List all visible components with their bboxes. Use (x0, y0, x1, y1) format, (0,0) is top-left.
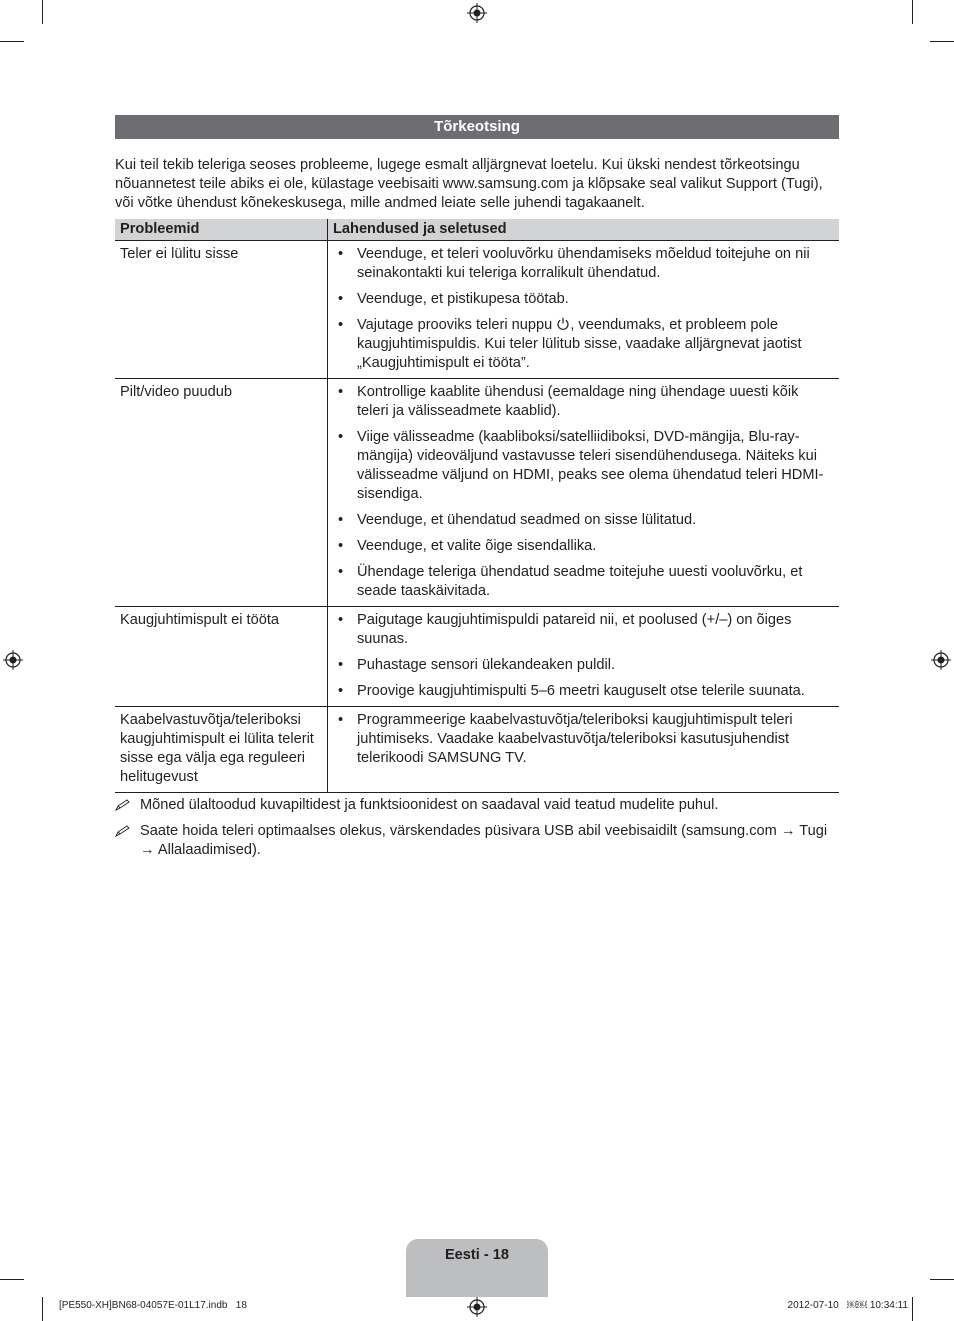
solutions-cell (328, 707, 840, 793)
solutions-cell (328, 607, 840, 707)
page-number-tab (406, 1239, 548, 1297)
list-item: • Veenduge, et valite õige sisendallika. (333, 537, 834, 556)
section-title: Tõrkeotsing (115, 115, 839, 139)
list-item: • Ühendage teleriga ühendatud seadme toitejuhe uuesti vooluvõrku, et seade taaskäivitada. (333, 563, 834, 601)
crop-mark (930, 1279, 954, 1280)
column-header-problems: Probleemid (115, 219, 328, 241)
note-text: Mõned ülaltoodud kuvapiltidest ja funktsioonidest on saadaval vaid teatud mudelite puhul. (140, 797, 719, 813)
list-item: • Viige välisseadme (kaabliboksi/satelliidiboksi, DVD-mängija, Blu-ray-mängija) videoväljund vastavusse teleri sisendühendusega. Näiteks kui välisseadme väljund on HDMI, peaks see olema ühendatud teleri HDMI-sisendiga. (333, 428, 834, 504)
list-item: • Paigutage kaugjuhtimispuldi patareid nii, et poolused (+/–) on õiges suunas. (333, 611, 834, 649)
table-row (115, 379, 839, 607)
column-header-solutions: Lahendused ja seletused (328, 219, 840, 241)
solutions-list (333, 611, 834, 701)
registration-mark-icon (467, 1297, 487, 1317)
list-item: • Veenduge, et pistikupesa töötab. (333, 290, 834, 309)
crop-mark (0, 1279, 24, 1280)
list-item: • Kontrollige kaablite ühendusi (eemaldage ning ühendage uuesti kõik teleri ja välisseadmete kaablid). (333, 383, 834, 421)
pencil-note-icon (115, 825, 131, 837)
solutions-list (333, 711, 834, 768)
list-item: • Veenduge, et ühendatud seadmed on sisse lülitatud. (333, 511, 834, 530)
notes-section (115, 796, 839, 867)
print-slug-left: [PE550-XH]BN68-04057E-01L17.indb 18 (59, 1300, 247, 1311)
note-item (115, 796, 839, 815)
page-number: Eesti - 18 (444, 1247, 510, 1263)
problem-cell: Pilt/video puudub (115, 379, 328, 607)
list-item: • Proovige kaugjuhtimispulti 5–6 meetri kauguselt otse telerile suunata. (333, 682, 834, 701)
crop-mark (42, 1297, 43, 1321)
table-row (115, 707, 839, 793)
table-row (115, 607, 839, 707)
note-item (115, 822, 839, 860)
solutions-list (333, 383, 834, 601)
crop-mark (912, 0, 913, 24)
solutions-cell (328, 241, 840, 379)
list-item: • Puhastage sensori ülekandeaken puldil. (333, 656, 834, 675)
intro-paragraph: Kui teil tekib teleriga seoses probleeme, lugege esmalt alljärgnevat loetelu. Kui ükski nendest tõrkeotsingu nõuannetest teile abiks ei ole, külastage veebisaiti www.samsung.com ja klõpsake seal valikut Support (Tugi), või võtke ühendust kõnekeskusega, mille andmed leiate selle juhendi tagakaanelt. (115, 157, 823, 211)
problem-cell: Kaabelvastuvõtja/teleriboksi kaugjuhtimispult ei lülita telerit sisse ega välja ega reguleeri helitugevust (115, 707, 328, 793)
power-icon (556, 317, 570, 331)
crop-mark (930, 41, 954, 42)
print-slug-right: 2012-07-10 ￼￼ 10:34:11 (787, 1300, 908, 1311)
note-text: Saate hoida teleri optimaalses olekus, värskendades püsivara USB abil veebisaidilt (samsung.com → Tugi → Allalaadimised). (140, 823, 828, 858)
table-row (115, 241, 839, 379)
list-item: • Programmeerige kaabelvastuvõtja/teleriboksi kaugjuhtimispult teleri juhtimiseks. Vaadake kaabelvastuvõtja/teleriboksi kasutusjuhendist telerikoodi SAMSUNG TV. (333, 711, 834, 768)
problem-cell: Kaugjuhtimispult ei tööta (115, 607, 328, 707)
registration-mark-icon (931, 650, 951, 670)
crop-mark (42, 0, 43, 24)
list-item (333, 316, 834, 373)
troubleshooting-table (115, 219, 839, 793)
solutions-list (333, 245, 834, 373)
list-item-text: , veendumaks, et probleem pole kaugjuhtimispuldis. Kui teler lülitub sisse, vaadake alljärgnevat jaotist „Kaugjuhtimispult ei tööta”. (357, 317, 802, 371)
crop-mark (912, 1297, 913, 1321)
pencil-note-icon (115, 799, 131, 811)
problem-cell: Teler ei lülitu sisse (115, 241, 328, 379)
list-item: • Veenduge, et teleri vooluvõrku ühendamiseks mõeldud toitejuhe on nii seinakontakti kui teleriga korralikult ühendatud. (333, 245, 834, 283)
solutions-cell (328, 379, 840, 607)
crop-mark (0, 41, 24, 42)
registration-mark-icon (467, 3, 487, 23)
table-header-row (115, 219, 839, 241)
registration-mark-icon (3, 650, 23, 670)
list-item-text: Vajutage prooviks teleri nuppu (357, 317, 557, 333)
